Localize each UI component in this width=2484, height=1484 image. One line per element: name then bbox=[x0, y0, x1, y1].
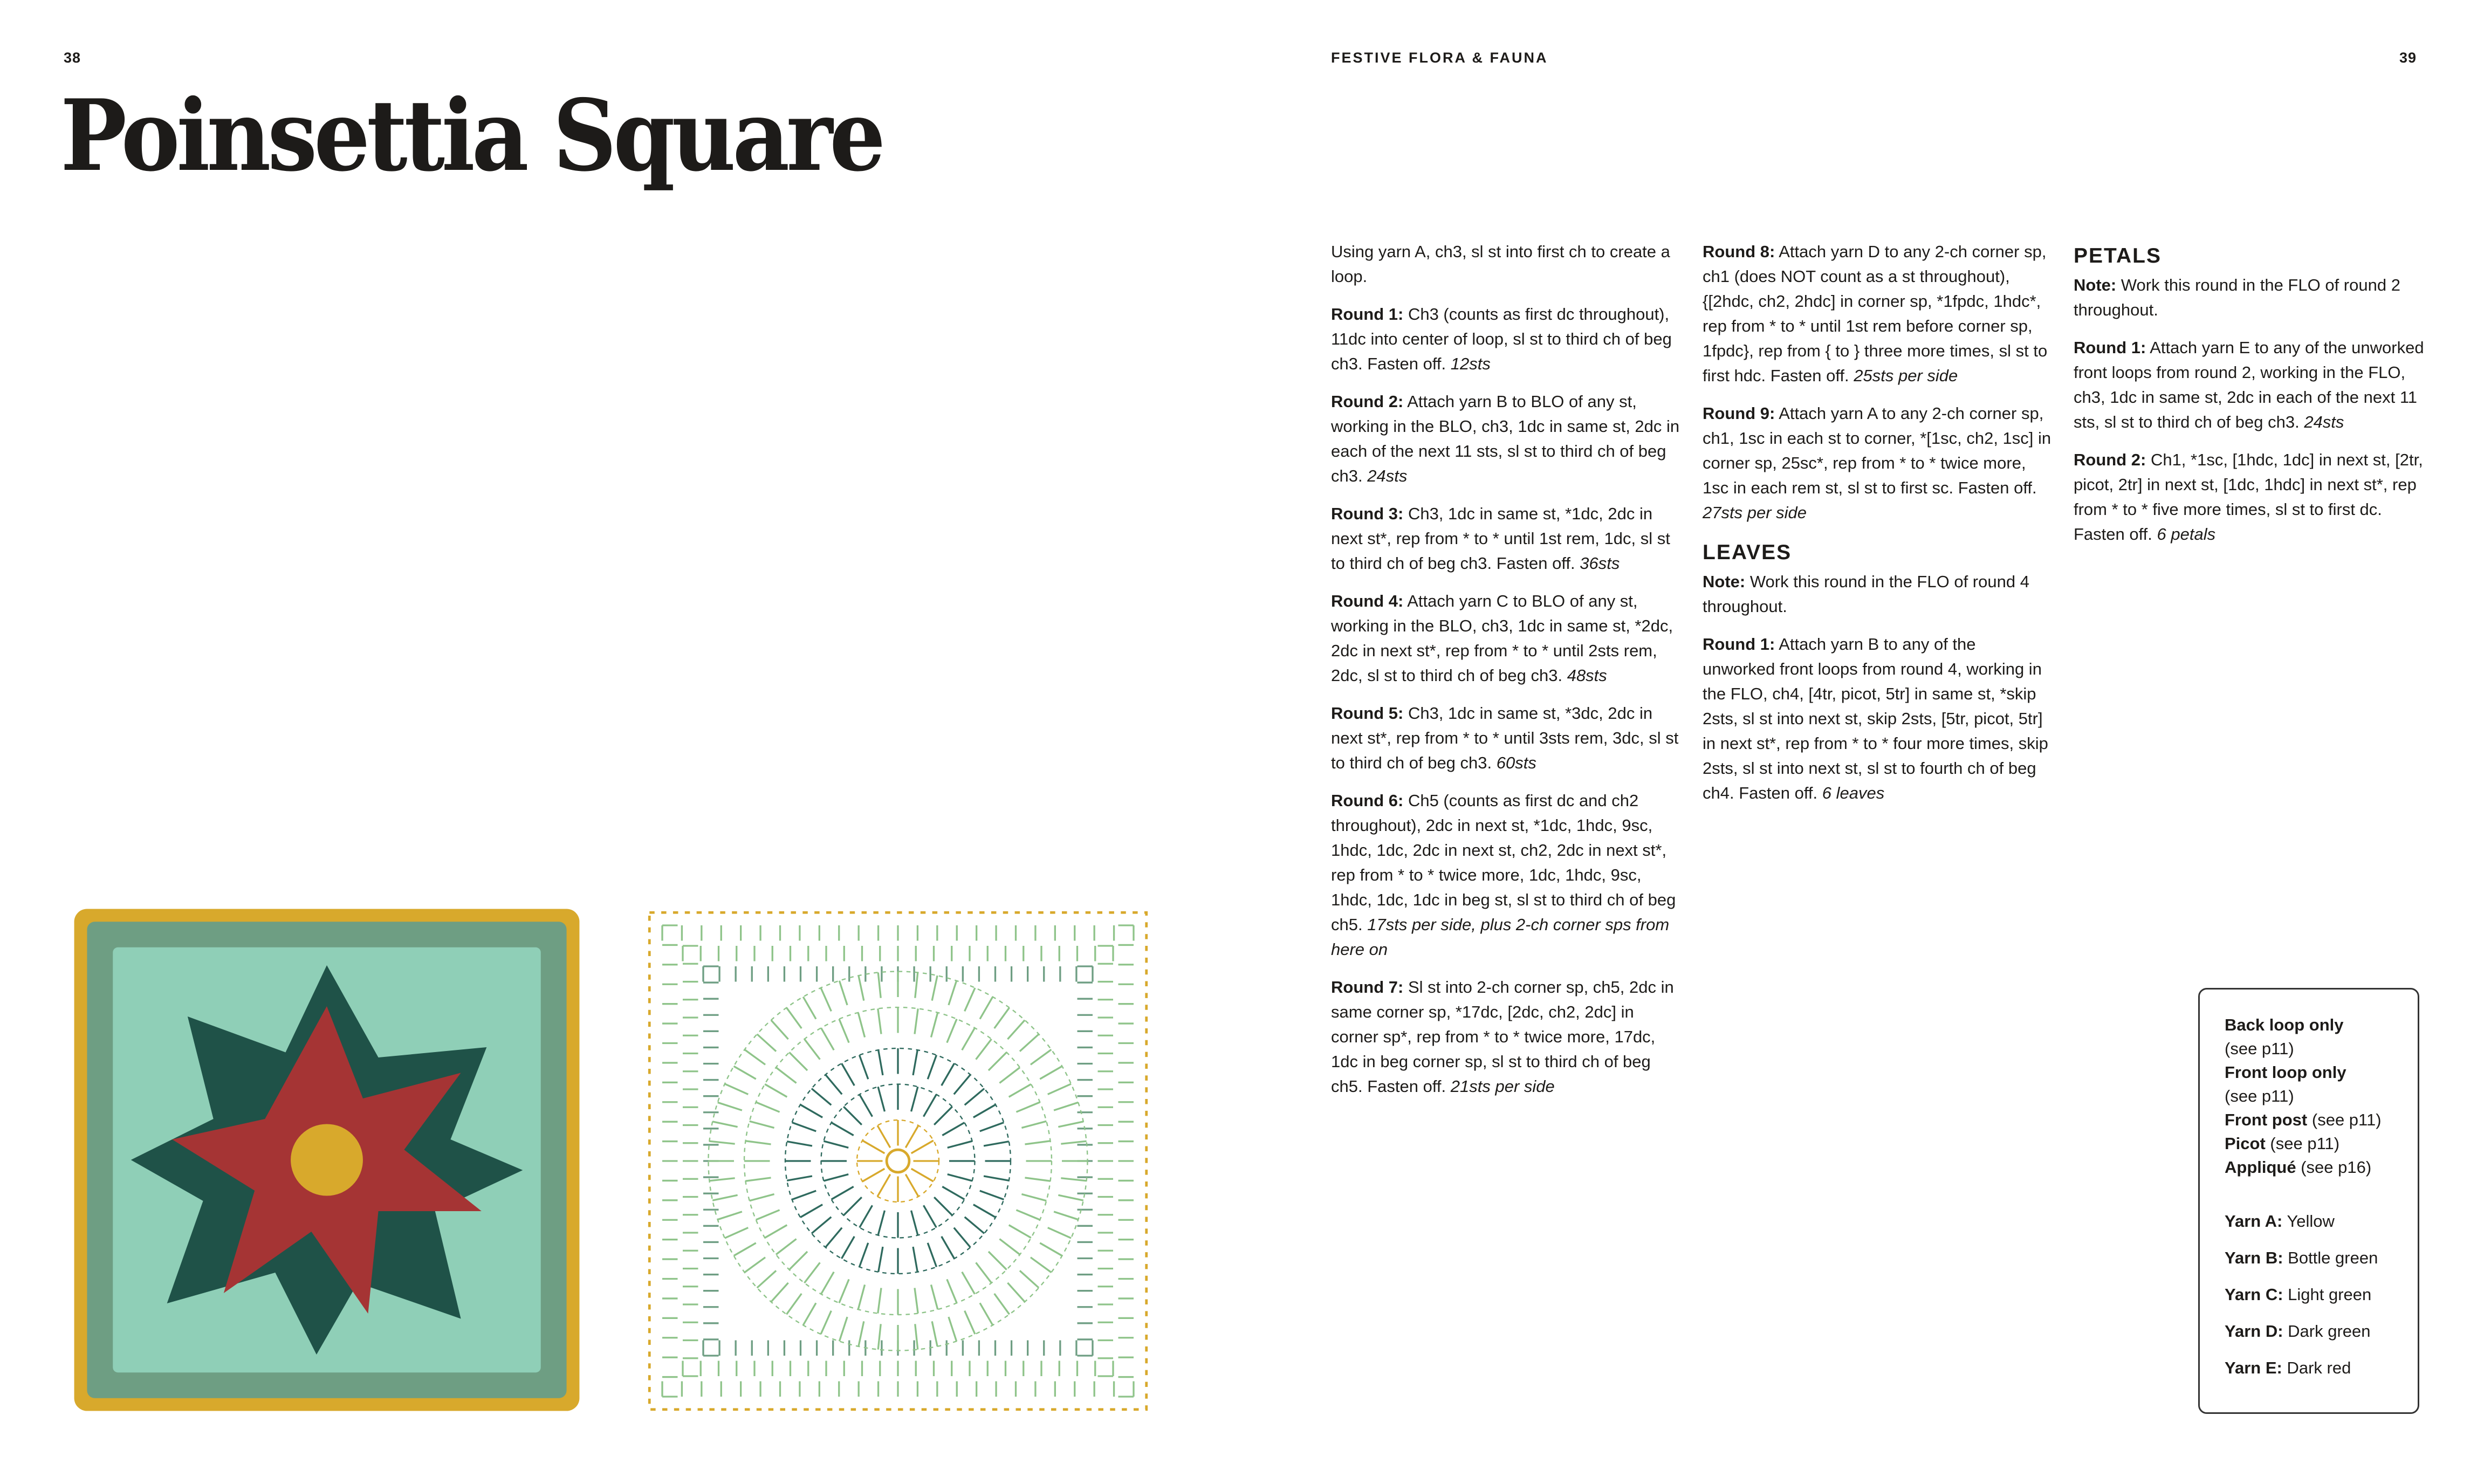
note-text: Work this round in the FLO of round 2 throughout. bbox=[2074, 276, 2400, 319]
round-text: Ch3, 1dc in same st, *3dc, 2dc in next st*, rep from * to * until 3sts rem, 3dc, sl st to third ch of beg ch3. bbox=[1331, 704, 1679, 772]
chart-radial-stitch bbox=[934, 1197, 952, 1215]
chart-radial-stitch bbox=[942, 1063, 955, 1085]
chart-radial-stitch bbox=[928, 1243, 936, 1267]
chart-radial-stitch bbox=[878, 1288, 881, 1313]
round-count: 21sts per side bbox=[1450, 1077, 1555, 1096]
chart-radial-stitch bbox=[1007, 1020, 1025, 1039]
flower-center bbox=[291, 1124, 363, 1196]
chart-radial-stitch bbox=[973, 1105, 996, 1118]
chart-radial-stitch bbox=[878, 1008, 881, 1034]
note-label: Note: bbox=[2074, 276, 2117, 294]
chart-radial-stitch bbox=[832, 1123, 854, 1136]
chart-radial-stitch bbox=[879, 1247, 883, 1272]
leaves-heading: LEAVES bbox=[1703, 541, 1792, 564]
pattern-column-2 bbox=[1703, 239, 2052, 819]
chart-radial-stitch bbox=[712, 1122, 737, 1127]
chart-radial-stitch bbox=[745, 1178, 771, 1181]
chart-radial-stitch bbox=[792, 1123, 816, 1131]
chart-radial-stitch bbox=[915, 1324, 918, 1349]
chart-radial-stitch bbox=[1061, 1178, 1086, 1181]
chart-radial-stitch bbox=[718, 1102, 742, 1110]
leaves-round-1 bbox=[1703, 632, 2052, 806]
chart-radial-stitch bbox=[826, 1228, 842, 1247]
chart-radial-stitch bbox=[905, 1174, 918, 1197]
round-4 bbox=[1331, 589, 1680, 688]
chart-radial-stitch bbox=[786, 1294, 801, 1314]
chart-radial-stitch bbox=[776, 1239, 797, 1255]
chart-radial-stitch bbox=[911, 1211, 918, 1235]
chart-radial-stitch bbox=[826, 1075, 842, 1094]
chart-radial-stitch bbox=[821, 988, 831, 1011]
round-label: Round 1: bbox=[1331, 305, 1404, 324]
chart-radial-stitch bbox=[942, 1123, 964, 1136]
chart-radial-stitch bbox=[771, 1283, 788, 1302]
round-count: 36sts bbox=[1580, 554, 1620, 573]
chart-radial-stitch bbox=[812, 1089, 831, 1105]
chart-radial-stitch bbox=[709, 1178, 735, 1181]
round-text: Attach yarn B to any of the unworked front loops from round 4, working in the FLO, ch4, [4tr, picot, 5tr] in same st, *skip 2sts, sl st into next st, skip 2sts, [5tr, picot, 5tr] in next st*, rep from * to * four more times, skip 2sts, sl st into next st, sl st to fourth ch of beg ch4. Fasten off. bbox=[1703, 635, 2048, 802]
chart-radial-stitch bbox=[989, 1252, 1007, 1270]
chart-radial-stitch bbox=[976, 1039, 992, 1060]
chart-radial-stitch bbox=[931, 1013, 937, 1038]
chart-radial-stitch bbox=[965, 1089, 984, 1105]
chart-radial-stitch bbox=[1054, 1102, 1078, 1110]
chart-radial-stitch bbox=[947, 1019, 957, 1043]
chart-radial-stitch bbox=[745, 1258, 765, 1273]
chart-radial-stitch bbox=[1021, 1121, 1046, 1128]
round-text: Attach yarn B to BLO of any st, working in the BLO, ch3, 1dc in same st, 2dc in each of the next 11 sts, sl st to third ch of beg ch3. bbox=[1331, 392, 1680, 485]
chart-radial-stitch bbox=[942, 1187, 964, 1200]
chart-radial-stitch bbox=[1007, 1283, 1025, 1302]
pattern-column-3 bbox=[2074, 239, 2424, 560]
chart-radial-stitch bbox=[915, 972, 918, 998]
yarn-item: Yarn B: Bottle green bbox=[2225, 1248, 2378, 1267]
chart-radial-stitch bbox=[842, 1063, 855, 1085]
round-text: Attach yarn C to BLO of any st, working in the BLO, ch3, 1dc in same st, *2dc, 2dc in next st*, rep from * to * until 2sts rem, 2dc, sl st to third ch of beg ch3. bbox=[1331, 592, 1673, 685]
round-text: Ch5 (counts as first dc and ch2 throughout), 2dc in next st, *1dc, 1hdc, 9sc, 1hdc, 1dc, 2dc in next st, ch2, 2dc in next st*, rep from * to * twice more, 1dc, 1hdc, 9sc, 1hdc, 1dc, 1dc in beg st, sl st to third ch of beg ch5. bbox=[1331, 791, 1676, 934]
chart-radial-stitch bbox=[948, 1141, 972, 1148]
chart-radial-stitch bbox=[1009, 1225, 1031, 1238]
chart-radial-stitch bbox=[839, 1317, 847, 1341]
chart-radial-stitch bbox=[1016, 1102, 1040, 1112]
chart-radial-stitch bbox=[980, 1303, 993, 1325]
chart-radial-stitch bbox=[839, 1279, 849, 1303]
page-title: Poinsettia Square bbox=[60, 78, 882, 193]
chart-radial-stitch bbox=[911, 1169, 934, 1181]
chart-radial-stitch bbox=[800, 1205, 822, 1218]
chart-radial-stitch bbox=[843, 1107, 862, 1125]
chart-radial-stitch bbox=[750, 1194, 774, 1200]
chart-radial-stitch bbox=[860, 1055, 868, 1080]
chart-radial-stitch bbox=[954, 1228, 971, 1247]
chart-radial-stitch bbox=[1020, 1034, 1039, 1052]
round-text: Attach yarn D to any 2-ch corner sp, ch1 (does NOT count as a st throughout), {[2hdc, ch2, 2hdc] in corner sp, *1fpdc, 1hdc*, rep from * to * until 1st rem before corner sp, 1fpdc}, rep from { to } three more times, sl st to first hdc. Fasten off. bbox=[1703, 242, 2048, 385]
round-count: 6 petals bbox=[2157, 525, 2216, 544]
chart-radial-stitch bbox=[984, 1142, 1009, 1146]
chart-radial-stitch bbox=[750, 1121, 774, 1128]
chart-radial-stitch bbox=[821, 1028, 834, 1050]
chart-radial-stitch bbox=[962, 1272, 975, 1294]
chart-radial-stitch bbox=[709, 1141, 735, 1144]
chart-radial-stitch bbox=[765, 1084, 787, 1097]
chart-radial-stitch bbox=[947, 1279, 957, 1303]
round-count: 60sts bbox=[1496, 753, 1536, 772]
chart-radial-stitch bbox=[949, 1317, 957, 1341]
petals-round-1 bbox=[2074, 335, 2424, 435]
chart-radial-stitch bbox=[839, 981, 847, 1005]
glossary-box bbox=[2198, 988, 2419, 1414]
yarn-item: Yarn C: Light green bbox=[2225, 1285, 2372, 1304]
round-6 bbox=[1331, 788, 1680, 962]
chart-radial-stitch bbox=[934, 1107, 952, 1125]
chart-radial-stitch bbox=[980, 1123, 1004, 1131]
technique-item: Front loop only (see p11) bbox=[2225, 1063, 2346, 1105]
chart-radial-stitch bbox=[984, 1176, 1009, 1180]
chart-radial-stitch bbox=[787, 1142, 812, 1146]
chart-radial-stitch bbox=[789, 1252, 807, 1270]
round-5 bbox=[1331, 701, 1680, 775]
chart-radial-stitch bbox=[842, 1236, 855, 1259]
chart-radial-stitch bbox=[803, 997, 816, 1019]
chart-radial-stitch bbox=[787, 1176, 812, 1180]
chart-radial-stitch bbox=[805, 1039, 820, 1060]
chart-radial-stitch bbox=[792, 1191, 816, 1199]
chart-radial-stitch bbox=[942, 1236, 955, 1259]
chart-radial-stitch bbox=[1025, 1178, 1050, 1181]
round-7 bbox=[1331, 975, 1680, 1099]
yarn-item: Yarn A: Yellow bbox=[2225, 1212, 2335, 1231]
chart-radial-stitch bbox=[718, 1212, 742, 1220]
chart-radial-stitch bbox=[999, 1239, 1020, 1255]
chart-radial-stitch bbox=[965, 988, 975, 1011]
chart-radial-stitch bbox=[924, 1205, 937, 1227]
round-count: 12sts bbox=[1450, 354, 1491, 373]
chart-radial-stitch bbox=[860, 1095, 873, 1117]
chart-radial-stitch bbox=[745, 1141, 771, 1144]
chart-radial-stitch bbox=[965, 1217, 984, 1234]
round-text: Attach yarn E to any of the unworked front loops from round 2, working in the FLO, ch3, 1dc in same st, 2dc in each of the next 11 sts, sl st to third ch of beg ch3. bbox=[2074, 338, 2424, 431]
round-label: Round 5: bbox=[1331, 704, 1404, 723]
chart-radial-stitch bbox=[924, 1095, 937, 1117]
chart-radial-stitch bbox=[1040, 1066, 1062, 1079]
chart-radial-stitch bbox=[913, 1050, 917, 1075]
chart-radial-stitch bbox=[879, 1050, 883, 1075]
chart-radial-stitch bbox=[824, 1141, 848, 1148]
round-label: Round 2: bbox=[2074, 450, 2146, 469]
chart-radial-stitch bbox=[980, 1191, 1004, 1199]
round-count: 17sts per side, plus 2-ch corner sps from here on bbox=[1331, 915, 1670, 959]
round-label: Round 8: bbox=[1703, 242, 1775, 261]
round-3 bbox=[1331, 501, 1680, 576]
chart-radial-stitch bbox=[776, 1068, 797, 1083]
chart-radial-stitch bbox=[877, 1174, 890, 1197]
chart-radial-stitch bbox=[1021, 1194, 1046, 1200]
technique-item: Appliqué (see p16) bbox=[2225, 1158, 2372, 1177]
chart-radial-stitch bbox=[821, 1272, 834, 1294]
chart-radial-stitch bbox=[994, 1294, 1010, 1314]
note-label: Note: bbox=[1703, 572, 1746, 591]
chart-radial-stitch bbox=[932, 975, 937, 1000]
round-label: Round 1: bbox=[2074, 338, 2146, 357]
round-count: 25sts per side bbox=[1854, 366, 1958, 385]
chart-radial-stitch bbox=[832, 1187, 854, 1200]
round-text: Sl st into 2-ch corner sp, ch5, 2dc in same corner sp, *17dc, [2dc, ch2, 2dc] in corner sp*, rep from * to * twice more, 17dc, 1dc in beg corner sp, sl st to third ch of beg ch5. Fasten off. bbox=[1331, 978, 1674, 1096]
chart-radial-stitch bbox=[878, 1211, 884, 1235]
chart-radial-stitch bbox=[932, 1321, 937, 1346]
leaves-note bbox=[1703, 569, 2052, 619]
chart-graphic bbox=[642, 905, 1154, 1417]
chart-radial-stitch bbox=[800, 1105, 822, 1118]
round-count: 24sts bbox=[2304, 413, 2344, 431]
round-count: 6 leaves bbox=[1822, 784, 1885, 802]
yarn-item: Yarn E: Dark red bbox=[2225, 1358, 2351, 1377]
chart-radial-stitch bbox=[786, 1008, 801, 1028]
chart-radial-stitch bbox=[757, 1034, 776, 1052]
chart-radial-stitch bbox=[928, 1055, 936, 1080]
chart-radial-stitch bbox=[1031, 1258, 1051, 1273]
chart-radial-stitch bbox=[1054, 1212, 1078, 1220]
chart-radial-stitch bbox=[999, 1068, 1020, 1083]
chart-radial-stitch bbox=[1016, 1210, 1040, 1220]
round-2 bbox=[1331, 389, 1680, 489]
chart-radial-stitch bbox=[812, 1217, 831, 1234]
chart-radial-stitch bbox=[756, 1102, 780, 1112]
chart-radial-stitch bbox=[858, 1013, 864, 1038]
pattern-intro: Using yarn A, ch3, sl st into first ch to create a loop. bbox=[1331, 242, 1670, 286]
chart-radial-stitch bbox=[843, 1197, 862, 1215]
chart-radial-stitch bbox=[931, 1284, 937, 1309]
chart-radial-stitch bbox=[965, 1311, 975, 1334]
chart-radial-stitch bbox=[1025, 1141, 1050, 1144]
chart-radial-stitch bbox=[734, 1066, 756, 1079]
chart-radial-stitch bbox=[858, 1284, 864, 1309]
chart-radial-stitch bbox=[824, 1174, 848, 1181]
chart-radial-stitch bbox=[725, 1084, 748, 1094]
chart-round-ring bbox=[785, 1048, 1011, 1274]
chart-radial-stitch bbox=[839, 1019, 849, 1043]
round-label: Round 2: bbox=[1331, 392, 1404, 411]
chart-radial-stitch bbox=[756, 1210, 780, 1220]
chart-radial-stitch bbox=[911, 1087, 918, 1111]
technique-item: Picot (see p11) bbox=[2225, 1134, 2340, 1153]
chart-radial-stitch bbox=[913, 1247, 917, 1272]
note-text: Work this round in the FLO of round 4 throughout. bbox=[1703, 572, 2029, 616]
chart-radial-stitch bbox=[877, 1125, 890, 1148]
round-label: Round 3: bbox=[1331, 504, 1404, 523]
chart-radial-stitch bbox=[745, 1049, 765, 1064]
chart-radial-stitch bbox=[1048, 1228, 1071, 1238]
pattern-column-1 bbox=[1331, 239, 1680, 1112]
round-8 bbox=[1703, 239, 2052, 388]
photo-graphic bbox=[69, 904, 585, 1416]
chart-radial-stitch bbox=[1009, 1084, 1031, 1097]
chart-radial-stitch bbox=[1020, 1270, 1039, 1288]
round-text: Ch3, 1dc in same st, *1dc, 2dc in next st*, rep from * to * until 1st rem, 1dc, sl st to third ch of beg ch3. Fasten off. bbox=[1331, 504, 1670, 573]
chart-radial-stitch bbox=[973, 1205, 996, 1218]
round-count: 48sts bbox=[1567, 666, 1607, 685]
chart-radial-stitch bbox=[1048, 1084, 1071, 1094]
chart-radial-stitch bbox=[805, 1262, 820, 1283]
round-label: Round 7: bbox=[1331, 978, 1404, 997]
round-label: Round 1: bbox=[1703, 635, 1775, 654]
chart-radial-stitch bbox=[765, 1225, 787, 1238]
chart-radial-stitch bbox=[803, 1303, 816, 1325]
chart-radial-stitch bbox=[1040, 1243, 1062, 1256]
petals-heading: PETALS bbox=[2074, 244, 2162, 267]
chart-radial-stitch bbox=[915, 1288, 918, 1313]
chart-radial-stitch bbox=[725, 1228, 748, 1238]
chart-radial-stitch bbox=[994, 1008, 1010, 1028]
round-text: Ch3 (counts as first dc throughout), 11dc into center of loop, sl st to third ch of beg ch3. Fasten off. bbox=[1331, 305, 1672, 373]
chart-radial-stitch bbox=[821, 1311, 831, 1334]
chart-radial-stitch bbox=[1031, 1049, 1051, 1064]
chart-radial-stitch bbox=[757, 1270, 776, 1288]
chart-radial-stitch bbox=[989, 1052, 1007, 1070]
chart-radial-stitch bbox=[878, 1324, 881, 1349]
round-label: Round 9: bbox=[1703, 404, 1775, 423]
chart-radial-stitch bbox=[1058, 1122, 1083, 1127]
chart-radial-stitch bbox=[915, 1008, 918, 1034]
technique-item: Back loop only (see p11) bbox=[2225, 1015, 2344, 1058]
chart-radial-stitch bbox=[905, 1125, 918, 1148]
petals-round-2 bbox=[2074, 448, 2424, 547]
chart-radial-stitch bbox=[859, 975, 864, 1000]
chart-radial-stitch bbox=[949, 981, 957, 1005]
chart-radial-stitch bbox=[862, 1141, 884, 1153]
running-head: FESTIVE FLORA & FAUNA bbox=[1331, 50, 1548, 66]
round-text: Ch1, *1sc, [1hdc, 1dc] in next st, [2tr, picot, 2tr] in next st, [1dc, 1hdc] in next st*, rep from * to * five more times, sl st to first dc. Fasten off. bbox=[2074, 450, 2423, 544]
round-1 bbox=[1331, 302, 1680, 376]
chart-radial-stitch bbox=[962, 1028, 975, 1050]
round-count: 27sts per side bbox=[1703, 503, 1807, 522]
petals-note bbox=[2074, 273, 2424, 322]
round-label: Round 4: bbox=[1331, 592, 1404, 610]
chart-radial-stitch bbox=[860, 1243, 868, 1267]
chart-radial-stitch bbox=[878, 972, 881, 998]
chart-radial-stitch bbox=[712, 1195, 737, 1200]
chart-radial-stitch bbox=[878, 1087, 884, 1111]
crochet-chart bbox=[642, 905, 1154, 1417]
chart-radial-stitch bbox=[734, 1243, 756, 1256]
round-9 bbox=[1703, 401, 2052, 525]
crochet-square-photo bbox=[69, 904, 585, 1416]
chart-radial-stitch bbox=[976, 1262, 992, 1283]
yarn-item: Yarn D: Dark green bbox=[2225, 1322, 2371, 1341]
chart-radial-stitch bbox=[1061, 1141, 1086, 1144]
page-number-right: 39 bbox=[2399, 50, 2417, 66]
chart-radial-stitch bbox=[911, 1141, 934, 1153]
round-text: Attach yarn A to any 2-ch corner sp, ch1, 1sc in each st to corner, *[1sc, ch2, 1sc] in corner sp, 25sc*, rep from * to * twice more, 1sc in each rem st, sl st to first sc. Fasten off. bbox=[1703, 404, 2051, 497]
chart-center-loop bbox=[887, 1150, 909, 1172]
chart-radial-stitch bbox=[789, 1052, 807, 1070]
technique-item: Front post (see p11) bbox=[2225, 1110, 2382, 1129]
chart-radial-stitch bbox=[948, 1174, 972, 1181]
round-label: Round 6: bbox=[1331, 791, 1404, 810]
chart-radial-stitch bbox=[954, 1075, 971, 1094]
chart-radial-stitch bbox=[860, 1205, 873, 1227]
chart-radial-stitch bbox=[980, 997, 993, 1019]
chart-radial-stitch bbox=[771, 1020, 788, 1039]
chart-radial-stitch bbox=[862, 1169, 884, 1181]
chart-radial-stitch bbox=[859, 1321, 864, 1346]
page-number-left: 38 bbox=[64, 50, 81, 66]
chart-radial-stitch bbox=[1058, 1195, 1083, 1200]
round-count: 24sts bbox=[1367, 466, 1408, 485]
